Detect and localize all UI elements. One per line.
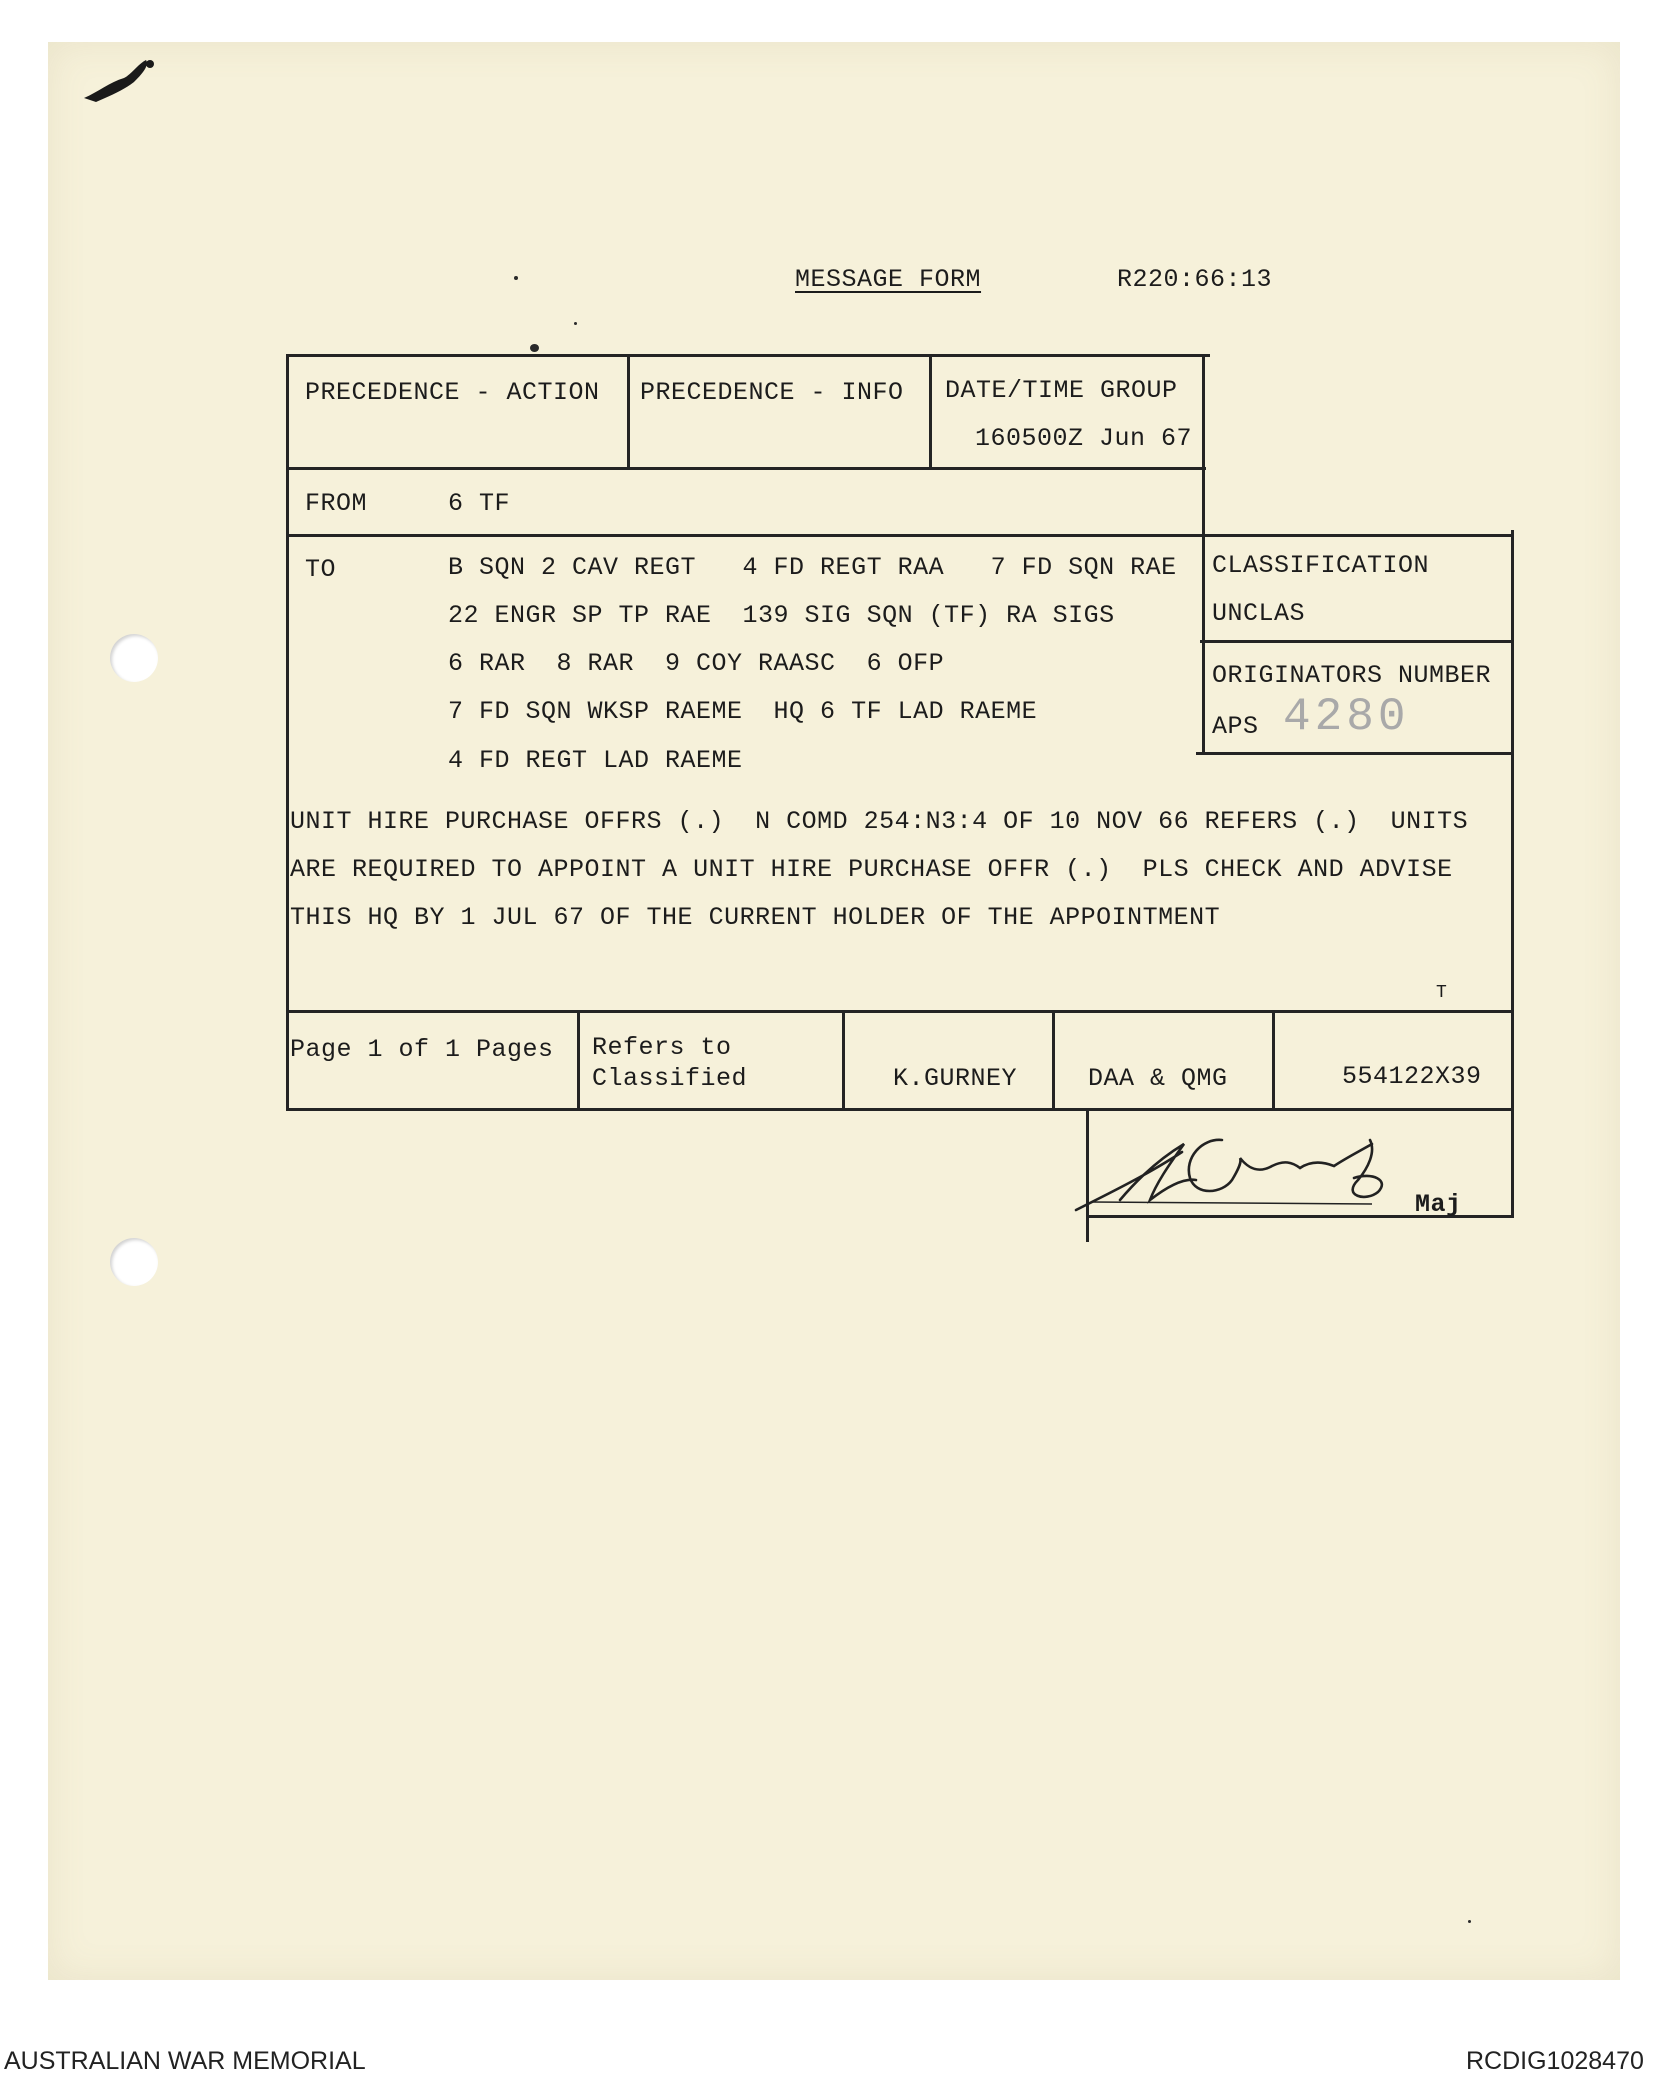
body-end-mark: T [1436, 983, 1448, 1003]
speck [1468, 1920, 1471, 1923]
punch-hole-icon [110, 1238, 158, 1286]
rule [842, 1010, 845, 1110]
rule [286, 354, 289, 1110]
footer-reference: RCDIG1028470 [1466, 2047, 1644, 2075]
rule [286, 534, 1514, 537]
footer-source: AUSTRALIAN WAR MEMORIAL [4, 2047, 366, 2075]
to-label: TO [305, 555, 337, 584]
punch-hole-icon [110, 634, 158, 682]
rule [1052, 1010, 1055, 1110]
rule [286, 467, 1206, 470]
precedence-action-label: PRECEDENCE - ACTION [305, 378, 600, 407]
file-reference: R220:66:13 [1117, 265, 1273, 294]
rule [1511, 530, 1514, 1218]
from-value: 6 TF [448, 489, 511, 518]
refers-to-label: Refers to [592, 1033, 732, 1062]
originators-number-stamp: 4280 [1283, 691, 1410, 743]
rule [1202, 354, 1205, 754]
speck [574, 322, 577, 325]
signature-icon [1072, 1122, 1412, 1222]
rule [577, 1010, 580, 1110]
to-line: 22 ENGR SP TP RAE 139 SIG SQN (TF) RA SIGS [448, 601, 1115, 630]
originators-number-label: ORIGINATORS NUMBER [1212, 661, 1492, 690]
signature-rank: Maj [1415, 1190, 1462, 1219]
message-body-line: UNIT HIRE PURCHASE OFFRS (.) N COMD 254:N3:4 OF 10 NOV 66 REFERS (.) UNITS [290, 807, 1469, 836]
to-line: 7 FD SQN WKSP RAEME HQ 6 TF LAD RAEME [448, 697, 1038, 726]
to-line: 6 RAR 8 RAR 9 COY RAASC 6 OFP [448, 649, 945, 678]
refers-to-value: Classified [592, 1064, 748, 1093]
rule [286, 1010, 1514, 1013]
rule [929, 356, 932, 468]
from-label: FROM [305, 489, 368, 518]
to-line: 4 FD REGT LAD RAEME [448, 746, 743, 775]
rule [1086, 1108, 1514, 1111]
originators-number-prefix: APS [1212, 712, 1259, 741]
originator-appointment: DAA & QMG [1088, 1064, 1228, 1093]
speck [530, 344, 539, 352]
ink-blot-icon [80, 52, 160, 107]
rule [1196, 752, 1514, 755]
rule [286, 1108, 1088, 1111]
date-time-group-label: DATE/TIME GROUP [945, 376, 1178, 405]
form-heading: MESSAGE FORM [795, 265, 982, 294]
date-time-group-value: 160500Z Jun 67 [975, 424, 1193, 453]
originator-number: 554122X39 [1342, 1062, 1482, 1091]
speck [514, 276, 518, 280]
rule [1272, 1010, 1275, 1110]
rule [1200, 640, 1514, 643]
rule [286, 354, 1210, 357]
page-info: Page 1 of 1 Pages [290, 1035, 554, 1064]
classification-label: CLASSIFICATION [1212, 551, 1430, 580]
message-body-line: THIS HQ BY 1 JUL 67 OF THE CURRENT HOLDER OF THE APPOINTMENT [290, 903, 1221, 932]
originator-name: K.GURNEY [893, 1064, 1018, 1093]
precedence-info-label: PRECEDENCE - INFO [640, 378, 904, 407]
message-body-line: ARE REQUIRED TO APPOINT A UNIT HIRE PURCHASE OFFR (.) PLS CHECK AND ADVISE [290, 855, 1453, 884]
rule [627, 356, 630, 468]
to-line: B SQN 2 CAV REGT 4 FD REGT RAA 7 FD SQN RAE [448, 553, 1177, 582]
classification-value: UNCLAS [1212, 599, 1306, 628]
